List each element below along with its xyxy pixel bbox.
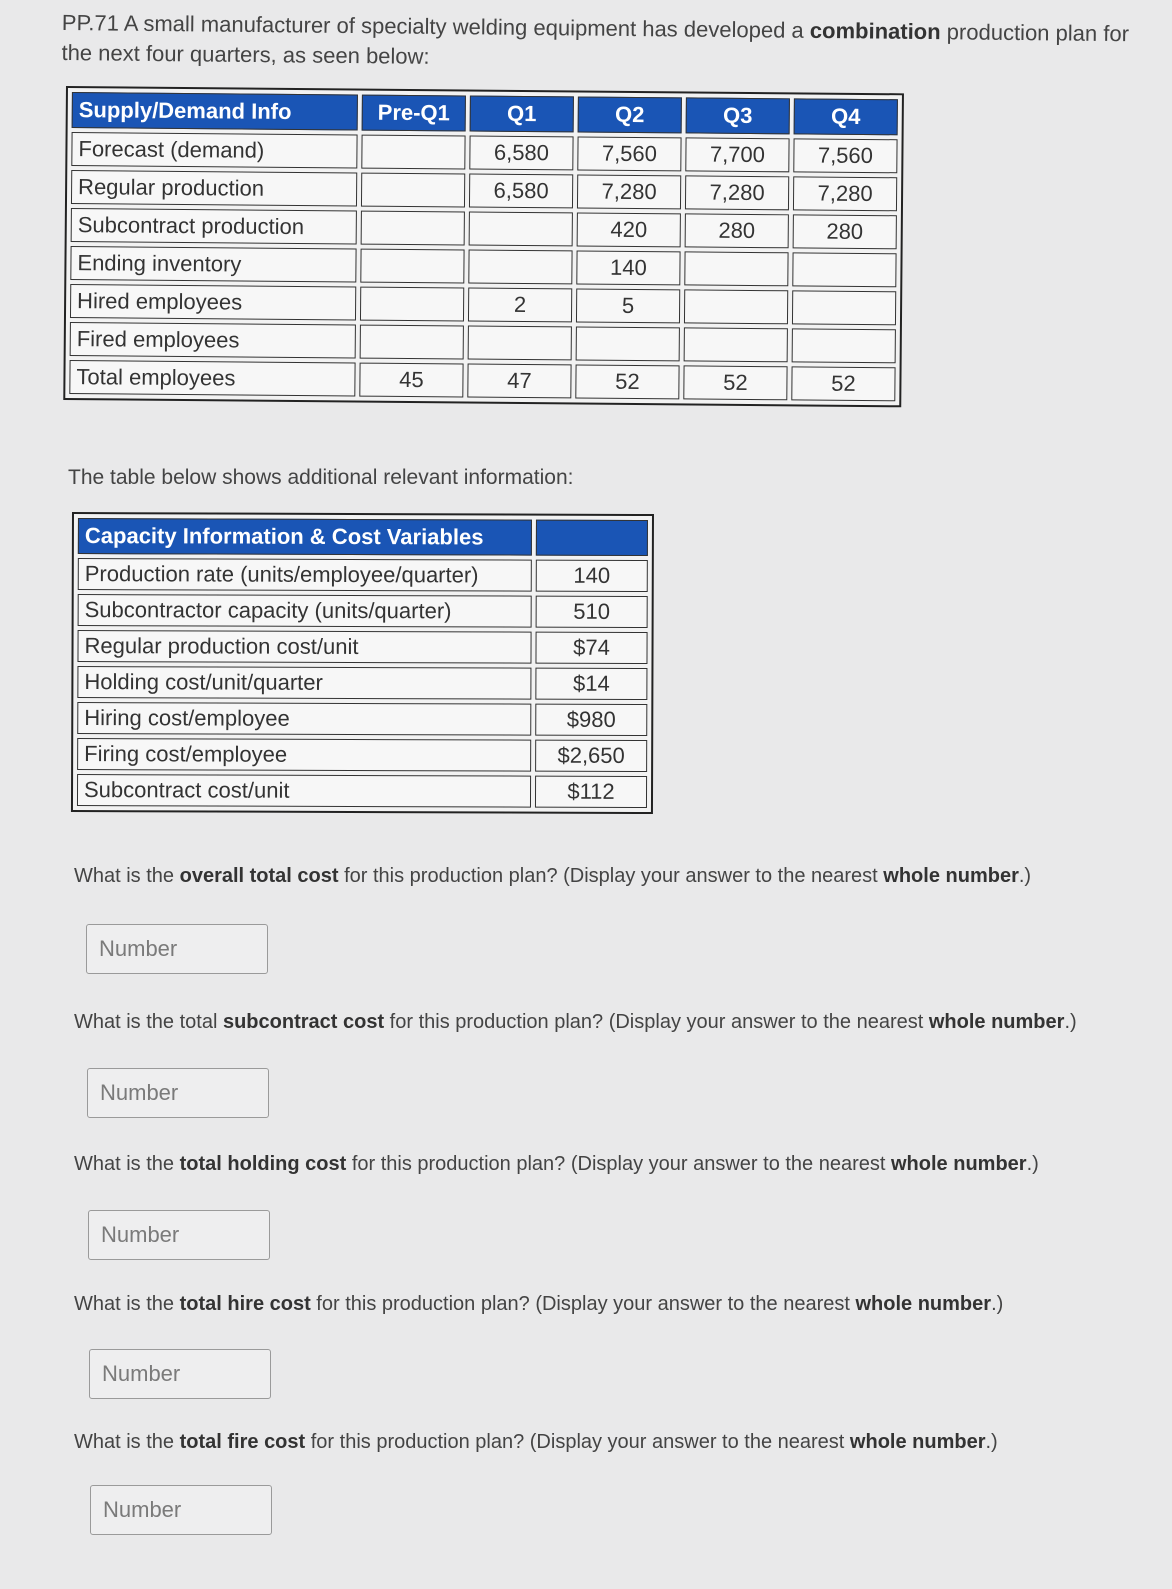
subcontract-cost-input[interactable] [87,1068,269,1118]
table-cell: 280 [685,213,789,248]
table-cell: 45 [359,363,463,398]
table-row [77,738,647,772]
table-row [71,208,897,249]
header-q2: Q2 [578,96,682,133]
table-row [78,594,648,628]
question-bold: whole number [849,1431,986,1453]
table-cell: 6,580 [469,174,573,209]
row-label: Forecast (demand) [71,132,357,168]
table-cell [361,211,465,246]
row-label: Regular production [71,170,357,206]
problem-intro [61,8,1132,79]
row-label: Total employees [69,360,355,396]
question-text: .) [1018,865,1032,887]
capacity-cost-table [71,512,654,814]
hire-cost-input[interactable] [89,1349,271,1399]
question-subcontract-cost [74,1008,1084,1036]
question-text: .) [991,1293,1004,1315]
table-cell: 52 [575,364,679,399]
table-row [77,774,647,808]
table-header-row [78,518,648,556]
table-cell: $2,650 [535,740,647,772]
table-row [70,322,896,363]
table-cell: 52 [791,366,895,401]
table-row [77,666,647,700]
question-text: for this production plan? (Display your answer to the nearest [310,1293,856,1315]
fire-cost-input[interactable] [90,1485,272,1535]
table-row [70,246,896,287]
table-cell: 7,700 [685,137,789,172]
table-cell: 140 [576,250,680,285]
table-cell: 52 [683,365,787,400]
table-cell: 6,580 [469,136,573,171]
row-label: Regular production cost/unit [77,630,531,664]
question-text: What is the [74,865,180,887]
table-cell [360,325,464,360]
question-text: What is the [74,1293,180,1315]
table-cell: 7,560 [793,138,897,173]
table-cell [792,328,896,363]
row-label: Holding cost/unit/quarter [77,666,531,700]
table-row [70,284,896,325]
row-label: Ending inventory [70,246,356,282]
overall-total-cost-input[interactable] [86,924,268,974]
question-text: What is the total [74,1011,223,1033]
table-cell: 420 [577,212,681,247]
table-cell: 2 [468,288,572,323]
table-cell [792,290,896,325]
capacity-caption: The table below shows additional relevant information: [68,466,574,489]
table-cell: 280 [793,214,897,249]
table-cell [792,252,896,287]
question-bold: whole number [855,1293,992,1315]
question-fire-cost [74,1428,1084,1456]
table-cell: $112 [535,776,647,808]
table-cell [684,327,788,362]
table-cell: $14 [535,668,647,700]
header-q4: Q4 [794,98,898,135]
table-row [77,702,647,736]
table-cell: 7,280 [577,174,681,209]
table-cell [469,212,573,247]
row-label: Hiring cost/employee [77,702,531,736]
table-cell [360,287,464,322]
question-text: .) [985,1431,998,1453]
table-cell: 5 [576,288,680,323]
question-text: .) [1026,1153,1039,1175]
table-cell [361,135,465,170]
table-cell [468,250,572,285]
header-capacity: Capacity Information & Cost Variables [78,518,532,556]
table-cell: 510 [536,596,648,628]
table-cell: 7,560 [577,136,681,171]
table-cell: 140 [536,560,648,592]
question-text: for this production plan? (Display your answer to the nearest [384,1011,929,1033]
intro-bold: combination [809,17,941,45]
table-cell [360,249,464,284]
table-cell [468,326,572,361]
intro-suffix: production plan for the next four quarters, as seen below: [61,19,1130,69]
row-label: Subcontractor capacity (units/quarter) [78,594,532,628]
table-cell: $74 [535,632,647,664]
question-hire-cost [74,1290,1084,1318]
row-label: Subcontract cost/unit [77,774,531,808]
row-label: Production rate (units/employee/quarter) [78,558,532,592]
table-cell: 47 [467,364,571,399]
question-bold: overall total cost [179,865,339,887]
question-bold: total fire cost [179,1431,306,1453]
question-overall-total-cost [74,862,1084,890]
question-bold: subcontract cost [222,1011,385,1033]
table-row [71,132,897,173]
table-cell: 7,280 [685,175,789,210]
question-text: What is the [74,1153,180,1175]
table-cell [684,251,788,286]
header-q1: Q1 [470,96,574,133]
row-label: Subcontract production [71,208,357,244]
table-cell [684,289,788,324]
table-cell [361,173,465,208]
intro-prefix: PP.71 A small manufacturer of specialty welding equipment has developed a [61,9,811,43]
question-text: What is the [74,1431,180,1453]
question-text: for this production plan? (Display your answer to the nearest [346,1153,891,1175]
header-blank [536,520,648,556]
question-bold: whole number [928,1011,1065,1033]
table-cell [576,326,680,361]
question-bold: whole number [891,1153,1027,1175]
question-text: .) [1064,1011,1077,1033]
supply-demand-table [63,86,904,407]
row-label: Hired employees [70,284,356,320]
row-label: Fired employees [70,322,356,358]
question-bold: total hire cost [179,1293,311,1315]
table-row [71,170,897,211]
table-header-row [72,92,898,135]
header-supply-demand: Supply/Demand Info [72,92,358,130]
question-text: for this production plan? (Display your answer to the nearest [338,865,884,887]
question-bold: total holding cost [179,1153,347,1175]
table-cell: 7,280 [793,176,897,211]
header-q3: Q3 [686,97,790,134]
holding-cost-input[interactable] [88,1210,270,1260]
question-bold: whole number [883,865,1019,887]
header-pre-q1: Pre-Q1 [362,95,466,132]
table-cell: $980 [535,704,647,736]
table-row [69,360,895,401]
question-text: for this production plan? (Display your answer to the nearest [305,1431,850,1453]
row-label: Firing cost/employee [77,738,531,772]
table-row [77,630,647,664]
question-holding-cost [74,1150,1084,1178]
table-row [78,558,648,592]
